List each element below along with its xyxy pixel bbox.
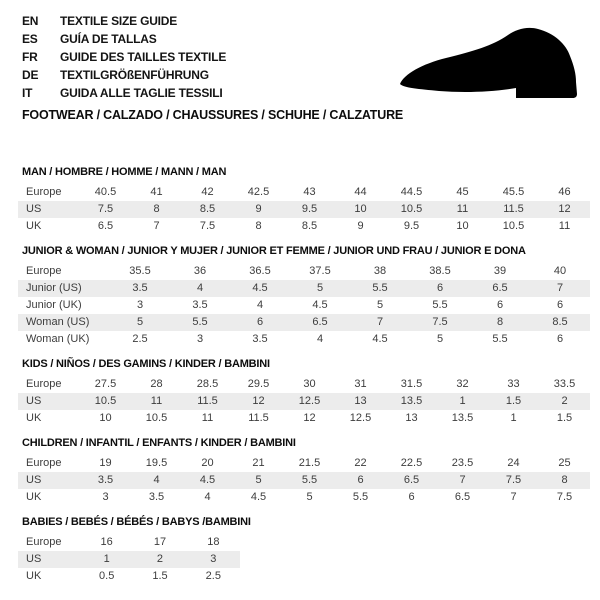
table-header-row — [18, 184, 590, 201]
size-cell: 6.5 — [403, 474, 420, 486]
row-label: UK — [26, 412, 42, 424]
language-line-fr — [22, 48, 226, 66]
row-label: US — [26, 474, 42, 486]
size-cell: 7.5 — [505, 474, 522, 486]
row-label: Europe — [26, 457, 62, 469]
size-cell: 12 — [252, 395, 265, 407]
table-row — [18, 489, 590, 506]
size-cell: 38 — [373, 265, 387, 277]
size-cell: 5.5 — [492, 333, 508, 345]
language-header — [22, 12, 226, 102]
size-cell: 27.5 — [94, 378, 117, 390]
size-cell: 10.5 — [145, 412, 168, 424]
size-cell: 11 — [558, 220, 571, 232]
size-cell: 6 — [357, 474, 364, 486]
table-row — [18, 280, 590, 297]
size-cell: 4 — [196, 282, 204, 294]
language-list — [22, 12, 226, 102]
size-table-title: KIDS / NIÑOS / DES GAMINS / KINDER / BAMBINI — [22, 358, 270, 370]
size-cell: 32 — [456, 378, 469, 390]
size-cell: 1 — [510, 412, 517, 424]
table-row — [18, 314, 590, 331]
size-cell: 7 — [556, 282, 564, 294]
size-cell: 13.5 — [400, 395, 423, 407]
size-cell: 11 — [201, 412, 214, 424]
size-cell: 5 — [255, 474, 262, 486]
size-cell: 5.5 — [352, 491, 369, 503]
size-cell: 24 — [507, 457, 520, 469]
language-line-en — [22, 12, 226, 30]
size-cell: 36 — [193, 265, 207, 277]
table-row — [18, 201, 590, 218]
size-cell: 8 — [255, 220, 262, 232]
row-label: Woman (US) — [26, 316, 90, 328]
language-code: IT — [22, 86, 33, 100]
size-section-junior-woman — [18, 245, 590, 348]
language-label: GUÍA DE TALLAS — [60, 32, 157, 46]
size-cell: 3 — [136, 299, 144, 311]
table-row — [18, 297, 590, 314]
size-cell: 4.5 — [312, 299, 328, 311]
size-cell: 42 — [201, 186, 214, 198]
size-cell: 8.5 — [199, 203, 216, 215]
size-tables — [18, 166, 590, 595]
size-cell: 11 — [150, 395, 163, 407]
row-label: Woman (UK) — [26, 333, 90, 345]
size-cell: 21 — [252, 457, 265, 469]
size-cell: 8 — [153, 203, 160, 215]
size-table-title: MAN / HOMBRE / HOMME / MANN / MAN — [22, 166, 227, 178]
size-cell: 6 — [556, 333, 564, 345]
size-cell: 4.5 — [252, 282, 268, 294]
size-cell: 4 — [153, 474, 160, 486]
size-cell: 3.5 — [192, 299, 208, 311]
size-cell: 9.5 — [301, 203, 318, 215]
size-cell: 5.5 — [301, 474, 318, 486]
size-cell: 4 — [204, 491, 211, 503]
size-cell: 31.5 — [400, 378, 423, 390]
row-label: UK — [26, 570, 42, 582]
table-row — [18, 551, 240, 568]
size-cell: 2 — [156, 553, 164, 565]
size-cell: 19.5 — [145, 457, 168, 469]
size-cell: 3 — [210, 553, 217, 565]
size-cell: 1.5 — [556, 412, 573, 424]
size-cell: 40 — [553, 265, 567, 277]
size-cell: 22.5 — [400, 457, 423, 469]
row-label: US — [26, 395, 42, 407]
row-label: Europe — [26, 186, 62, 198]
size-section-kids — [18, 358, 590, 427]
size-cell: 45.5 — [502, 186, 525, 198]
size-cell: 3.5 — [132, 282, 148, 294]
size-cell: 7.5 — [199, 220, 216, 232]
language-code: FR — [22, 50, 38, 64]
size-cell: 33 — [507, 378, 520, 390]
language-label: TEXTILE SIZE GUIDE — [60, 14, 178, 28]
size-cell: 3.5 — [252, 333, 268, 345]
language-code: ES — [22, 32, 38, 46]
size-cell: 13 — [354, 395, 367, 407]
size-cell: 30 — [303, 378, 316, 390]
size-cell: 11 — [456, 203, 469, 215]
size-cell: 7 — [376, 316, 384, 328]
size-cell: 6 — [496, 299, 504, 311]
size-cell: 12 — [303, 412, 316, 424]
size-cell: 39 — [493, 265, 507, 277]
size-cell: 5 — [136, 316, 144, 328]
size-cell: 1 — [459, 395, 466, 407]
size-cell: 7.5 — [432, 316, 448, 328]
size-table-junior-woman — [18, 263, 590, 348]
size-cell: 11.5 — [248, 412, 269, 424]
size-cell: 2 — [561, 395, 568, 407]
row-label: Europe — [26, 536, 62, 548]
size-cell: 1.5 — [152, 570, 168, 582]
size-table-children — [18, 455, 590, 506]
size-cell: 10.5 — [94, 395, 117, 407]
language-label: TEXTILGRÖßENFÜHRUNG — [60, 68, 209, 82]
size-table-kids — [18, 376, 590, 427]
size-cell: 3 — [102, 491, 109, 503]
size-cell: 10 — [456, 220, 469, 232]
size-cell: 5 — [376, 299, 384, 311]
size-cell: 8 — [496, 316, 504, 328]
size-cell: 0.5 — [99, 570, 115, 582]
size-cell: 45 — [456, 186, 469, 198]
size-cell: 10.5 — [502, 220, 525, 232]
size-cell: 44.5 — [400, 186, 423, 198]
size-cell: 5.5 — [372, 282, 388, 294]
language-line-es — [22, 30, 226, 48]
table-row — [18, 472, 590, 489]
size-cell: 9 — [255, 203, 262, 215]
table-header-row — [18, 263, 590, 280]
shoe-icon — [394, 22, 584, 107]
size-cell: 5 — [316, 282, 324, 294]
size-cell: 7.5 — [556, 491, 573, 503]
size-cell: 6.5 — [97, 220, 114, 232]
size-cell: 11.5 — [197, 395, 218, 407]
size-cell: 11.5 — [503, 203, 524, 215]
row-label: US — [26, 553, 42, 565]
size-table-man — [18, 184, 590, 235]
language-line-it — [22, 84, 226, 102]
size-cell: 7 — [153, 220, 160, 232]
size-cell: 6 — [256, 316, 264, 328]
size-cell: 10 — [354, 203, 367, 215]
size-cell: 22 — [354, 457, 367, 469]
size-cell: 8.5 — [552, 316, 568, 328]
size-cell: 31 — [354, 378, 367, 390]
size-cell: 10 — [99, 412, 112, 424]
size-cell: 18 — [207, 536, 220, 548]
size-table-title: JUNIOR & WOMAN / JUNIOR Y MUJER / JUNIOR ET FEMME / JUNIOR UND FRAU / JUNIOR E DONA — [22, 245, 526, 257]
size-cell: 46 — [558, 186, 571, 198]
size-cell: 41 — [150, 186, 163, 198]
size-section-babies — [18, 516, 590, 585]
size-cell: 13 — [405, 412, 418, 424]
size-cell: 13.5 — [451, 412, 474, 424]
size-cell: 9.5 — [403, 220, 420, 232]
size-cell: 43 — [303, 186, 316, 198]
size-cell: 3.5 — [97, 474, 114, 486]
table-header-row — [18, 455, 590, 472]
size-cell: 7 — [459, 474, 466, 486]
size-cell: 6 — [556, 299, 564, 311]
size-cell: 37.5 — [309, 265, 331, 277]
size-cell: 4.5 — [372, 333, 388, 345]
size-cell: 20 — [201, 457, 214, 469]
size-cell: 42.5 — [247, 186, 270, 198]
size-cell: 5 — [436, 333, 444, 345]
size-cell: 4 — [316, 333, 324, 345]
size-cell: 4.5 — [199, 474, 216, 486]
size-cell: 12.5 — [298, 395, 321, 407]
size-cell: 8 — [561, 474, 568, 486]
row-label: Junior (UK) — [26, 299, 82, 311]
size-cell: 6 — [408, 491, 415, 503]
language-label: GUIDE DES TAILLES TEXTILE — [60, 50, 227, 64]
size-cell: 6.5 — [454, 491, 471, 503]
language-code: EN — [22, 14, 39, 28]
size-cell: 29.5 — [247, 378, 270, 390]
size-cell: 23.5 — [451, 457, 474, 469]
size-cell: 9 — [357, 220, 364, 232]
size-section-man — [18, 166, 590, 235]
size-cell: 6.5 — [492, 282, 508, 294]
size-cell: 8.5 — [301, 220, 318, 232]
size-cell: 12.5 — [349, 412, 372, 424]
table-header-row — [18, 534, 240, 551]
table-row — [18, 410, 590, 427]
size-cell: 33.5 — [553, 378, 576, 390]
size-cell: 40.5 — [94, 186, 117, 198]
row-label: UK — [26, 220, 42, 232]
size-cell: 16 — [100, 536, 113, 548]
size-cell: 5.5 — [192, 316, 208, 328]
size-cell: 5.5 — [432, 299, 448, 311]
table-row — [18, 568, 240, 585]
size-cell: 5 — [306, 491, 313, 503]
size-cell: 10.5 — [400, 203, 423, 215]
row-label: Junior (US) — [26, 282, 82, 294]
table-row — [18, 393, 590, 410]
row-label: Europe — [26, 378, 62, 390]
size-cell: 38.5 — [429, 265, 451, 277]
language-label: GUIDA ALLE TAGLIE TESSILI — [60, 86, 223, 100]
size-cell: 25 — [558, 457, 571, 469]
row-label: Europe — [26, 265, 62, 277]
size-cell: 44 — [354, 186, 367, 198]
size-section-children — [18, 437, 590, 506]
size-cell: 6 — [436, 282, 444, 294]
table-row — [18, 218, 590, 235]
size-cell: 1 — [103, 553, 110, 565]
size-cell: 4.5 — [250, 491, 267, 503]
size-table-babies — [18, 534, 240, 585]
size-cell: 2.5 — [132, 333, 148, 345]
size-cell: 6.5 — [312, 316, 328, 328]
size-cell: 7 — [510, 491, 517, 503]
size-cell: 7.5 — [97, 203, 114, 215]
size-cell: 3.5 — [148, 491, 165, 503]
row-label: US — [26, 203, 42, 215]
size-cell: 4 — [256, 299, 264, 311]
category-line: FOOTWEAR / CALZADO / CHAUSSURES / SCHUHE / CALZATURE — [22, 108, 404, 122]
size-cell: 3 — [196, 333, 204, 345]
size-table-title: BABIES / BEBÉS / BÉBÉS / BABYS /BAMBINI — [22, 516, 251, 528]
size-cell: 1.5 — [505, 395, 522, 407]
size-cell: 19 — [99, 457, 112, 469]
language-line-de — [22, 66, 226, 84]
size-table-title: CHILDREN / INFANTIL / ENFANTS / KINDER / BAMBINI — [22, 437, 296, 449]
size-cell: 21.5 — [298, 457, 321, 469]
size-cell: 28.5 — [196, 378, 219, 390]
row-label: UK — [26, 491, 42, 503]
size-cell: 2.5 — [205, 570, 221, 582]
table-row — [18, 331, 590, 348]
table-header-row — [18, 376, 590, 393]
size-cell: 17 — [153, 536, 167, 548]
size-cell: 12 — [558, 203, 571, 215]
size-cell: 36.5 — [249, 265, 271, 277]
size-cell: 35.5 — [129, 265, 151, 277]
language-code: DE — [22, 68, 39, 82]
size-cell: 28 — [150, 378, 163, 390]
